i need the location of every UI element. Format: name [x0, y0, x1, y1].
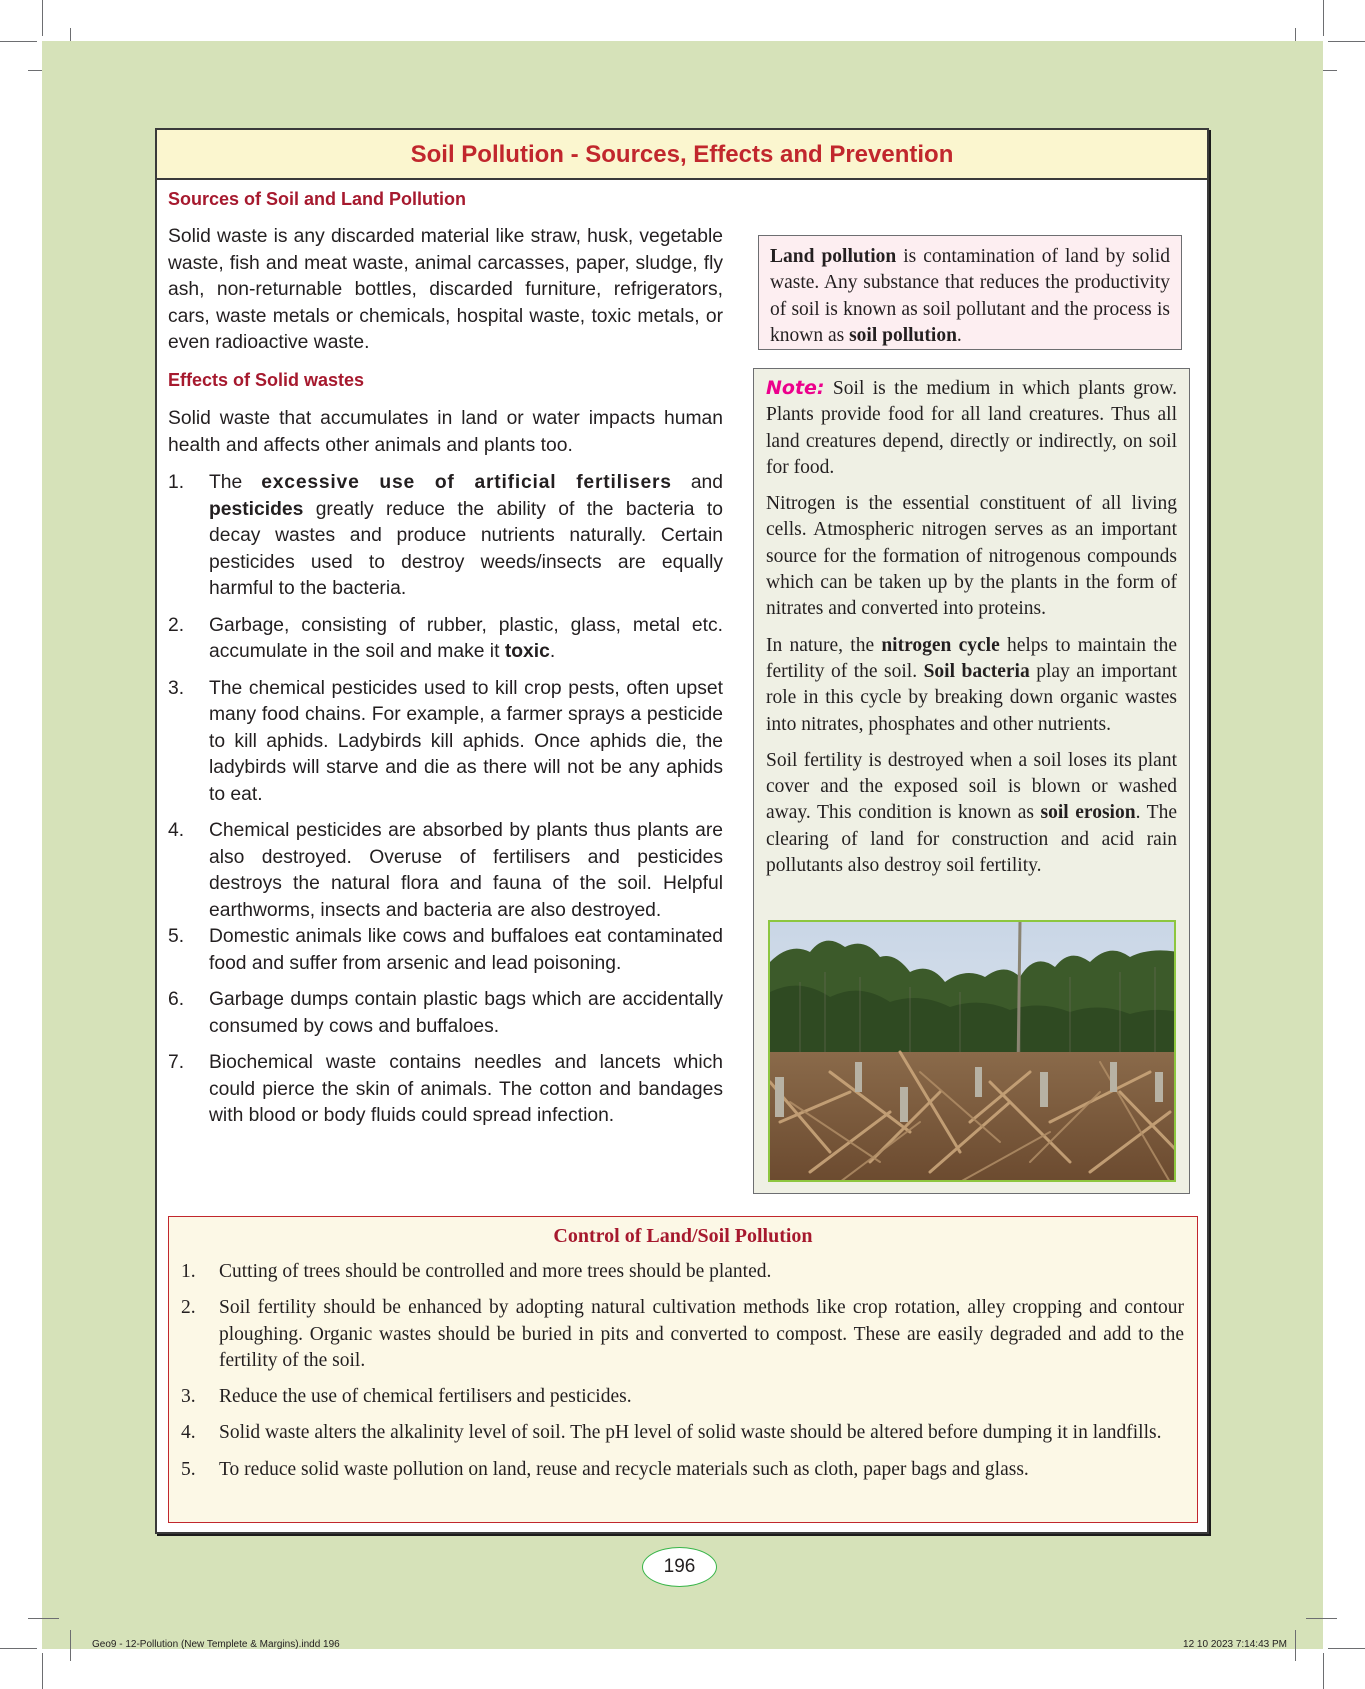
note-paragraph: Note: Soil is the medium in which plants grow. Plants provide food for all land creatures. Thus all land creatures depend, directly or indirectly, on soil for food.	[766, 377, 1177, 478]
note-paragraph: In nature, the nitrogen cycle helps to maintain the fertility of the soil. Soil bacteria play an important role in this cycle by breaking down organic wastes into nitrates, phosphates and other nutrients.	[766, 634, 1177, 735]
list-item: 2. Garbage, consisting of rubber, plastic, glass, metal etc. accumulate in the soil and make it toxic.	[168, 614, 723, 662]
crop-mark	[0, 1648, 37, 1649]
list-item: 7. Biochemical waste contains needles and lancets which could pierce the skin of animals. The cotton and bandages with blood or body fluids could spread infection.	[168, 1052, 723, 1126]
crop-mark	[1295, 1630, 1296, 1661]
list-item: 5. To reduce solid waste pollution on land, reuse and recycle materials such as cloth, paper bags and glass.	[181, 1458, 1029, 1480]
page-title: Soil Pollution - Sources, Effects and Prevention	[410, 141, 954, 168]
crop-mark	[1323, 0, 1324, 36]
list-item: 4. Chemical pesticides are absorbed by plants thus plants are also destroyed. Overuse of fertilisers and pesticides destroys the natural flora and fauna of the soil. Helpful earthworms, insects and bacteria are also destroyed.	[168, 820, 723, 921]
sources-paragraph: Solid waste is any discarded material like straw, husk, vegetable waste, fish and meat waste, animal carcasses, paper, sludge, fly ash, non-returnable bottles, discarded furniture, refrigerators, cars, waste metals or chemicals, hospital waste, toxic metals, or even radioactive waste.	[168, 226, 723, 353]
definition-box: Land pollution is contamination of land by solid waste. Any substance that reduces the productivity of soil is known as soil pollutant and the process is known as soil pollution.	[758, 235, 1182, 350]
deforestation-photo	[768, 920, 1176, 1182]
list-item: 6. Garbage dumps contain plastic bags which are accidentally consumed by cows and buffaloes.	[168, 989, 723, 1037]
crop-mark	[28, 1618, 59, 1619]
crop-mark	[42, 0, 43, 36]
effects-list	[168, 470, 723, 1140]
content-box	[155, 128, 1209, 1534]
title-bar	[157, 130, 1207, 180]
control-box	[168, 1216, 1198, 1523]
effects-intro: Solid waste that accumulates in land or water impacts human health and affects other animals and plants too.	[168, 408, 723, 456]
crop-mark	[1323, 1653, 1324, 1689]
slug-left: Geo9 - 12-Pollution (New Templete & Margins).indd 196	[92, 1639, 340, 1650]
list-item: 1. The excessive use of artificial fertilisers and pesticides greatly reduce the ability of the bacteria to decay wastes and produce nutrients naturally. Certain pesticides used to destroy weeds/insects are equally harmful to the bacteria.	[168, 472, 724, 599]
effects-heading: Effects of Solid wastes	[168, 370, 365, 390]
crop-mark	[42, 1653, 43, 1689]
page-number: 196	[642, 1547, 717, 1587]
note-label: Note:	[766, 377, 825, 399]
crop-mark	[1306, 1618, 1337, 1619]
crop-mark	[1328, 41, 1365, 42]
list-item: 2. Soil fertility should be enhanced by adopting natural cultivation methods like crop rotation, alley cropping and contour ploughing. Organic wastes should be buried in pits and converted to compost. These are easily degraded and add to the fertility of the soil.	[181, 1297, 1184, 1371]
control-list	[181, 1259, 1184, 1493]
deforestation-image	[770, 922, 1176, 1182]
list-item: 4. Solid waste alters the alkalinity level of soil. The pH level of solid waste should be altered before dumping it in landfills.	[181, 1422, 1162, 1444]
list-item: 3. The chemical pesticides used to kill crop pests, often upset many food chains. For example, a farmer sprays a pesticide to kill aphids. Ladybirds kill aphids. Once aphids die, the ladybirds will starve and die as there will not be any aphids to eat.	[168, 677, 723, 805]
slug-right: 12 10 2023 7:14:43 PM	[1183, 1639, 1287, 1650]
crop-mark	[70, 1630, 71, 1661]
crop-mark	[1328, 1648, 1365, 1649]
control-heading: Control of Land/Soil Pollution	[553, 1225, 813, 1247]
list-item: 1. Cutting of trees should be controlled and more trees should be planted.	[181, 1261, 772, 1282]
note-box	[753, 368, 1190, 1194]
crop-mark	[0, 41, 37, 42]
list-item: 5. Domestic animals like cows and buffaloes eat contaminated food and suffer from arsenic and lead poisoning.	[168, 926, 723, 974]
note-paragraph: Nitrogen is the essential constituent of all living cells. Atmospheric nitrogen serves as an important source for the formation of nitrogenous compounds which can be taken up by the plants in the form of nitrates and converted into proteins.	[766, 493, 1177, 620]
list-item: 3. Reduce the use of chemical fertilisers and pesticides.	[181, 1386, 632, 1408]
sources-heading: Sources of Soil and Land Pollution	[168, 189, 467, 209]
note-paragraph: Soil fertility is destroyed when a soil loses its plant cover and the exposed soil is blown or washed away. This condition is known as soil erosion. The clearing of land for construction and acid rain pollutants also destroy soil fertility.	[766, 749, 1177, 877]
